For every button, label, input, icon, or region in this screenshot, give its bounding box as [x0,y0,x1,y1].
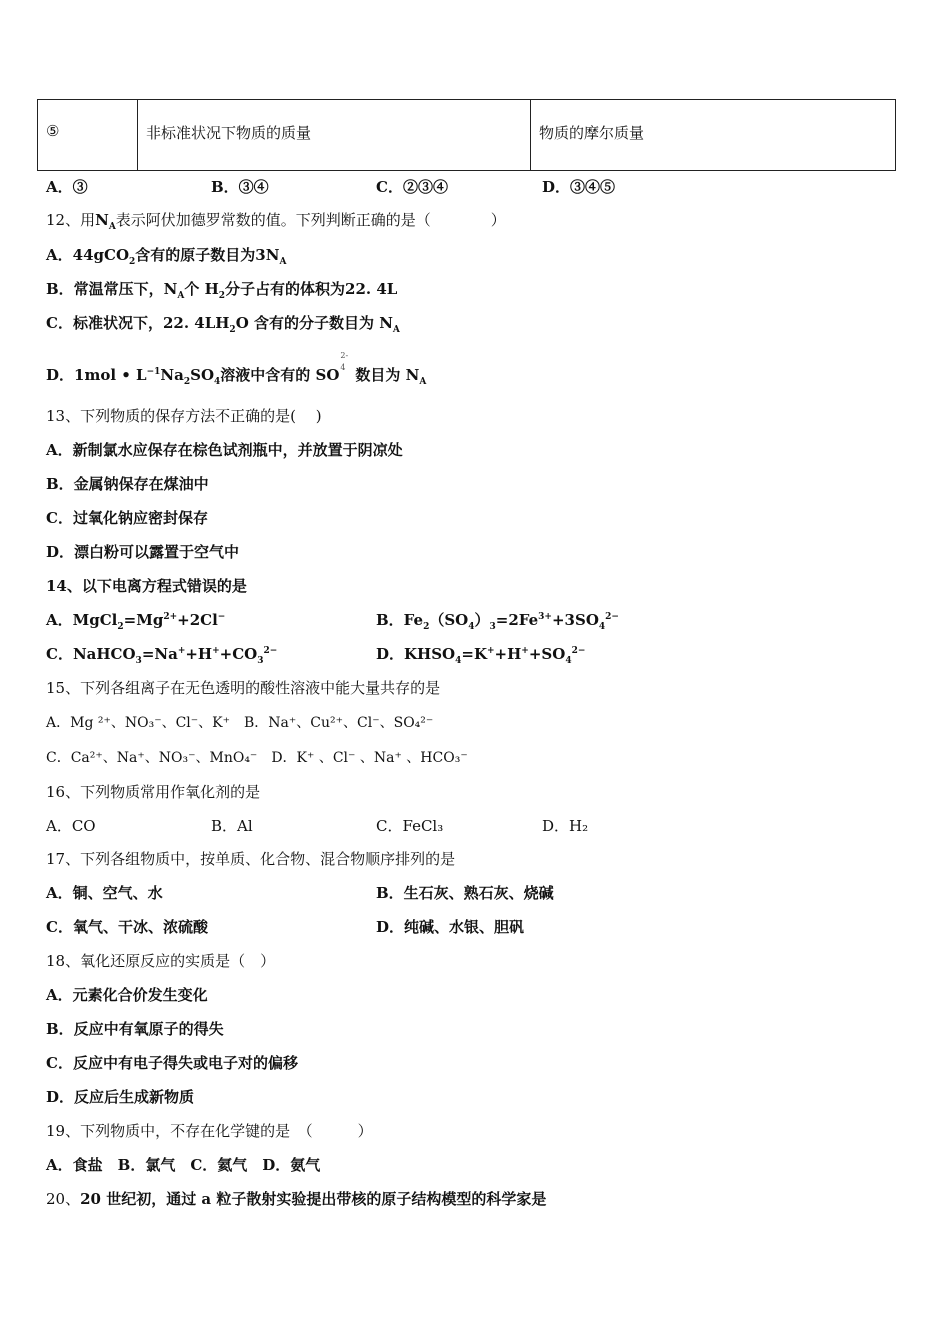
q11-option-a: A．③ [46,178,88,196]
q16-option-c: C．FeCl₃ [376,817,444,835]
q17-option-d: D．纯碱、水银、胆矾 [376,918,525,936]
q13-option-d: D．漂白粉可以露置于空气中 [46,543,240,561]
q14-option-c: C．$NaHCO_3=Na^++H^++CO_3^{2-}$ [46,645,278,666]
q13-option-b: B．金属钠保存在煤油中 [46,475,209,493]
q14-stem: 14、以下电离方程式错误的是 [46,577,247,595]
q16-option-d: D．H₂ [542,817,589,835]
q14-option-b: B．$Fe_2(SO_4)_3=2Fe^{3+}+3SO_4^{2-}$ [376,611,619,632]
q18-option-b: B．反应中有氧原子的得失 [46,1020,224,1038]
q17-stem: 17、下列各组物质中，按单质、化合物、混合物顺序排列的是 [46,850,456,868]
q18-option-d: D．反应后生成新物质 [46,1088,195,1106]
q20-stem: 20、20 世纪初，通过 a 粒子散射实验提出带核的原子结构模型的科学家是 [46,1190,547,1208]
q12-option-a: A．44gCO$_2$含有的原子数目为$3N_A$ [46,246,287,267]
q11-option-d: D．③④⑤ [542,178,616,196]
q13-stem: 13、下列物质的保存方法不正确的是( ) [46,407,322,425]
q12-option-d: D．1mol • $L^{-1}Na_2SO_4$溶液中含有的 SO 2- 4 数目为 $N_A$ [46,351,427,387]
q12-option-b: B．常温常压下，$N_A$个 $H_2$分子占有的体积为22. 4L [46,280,398,301]
q11-option-b: B．③④ [211,178,269,196]
table-cell-right: 物质的摩尔质量 [539,124,645,142]
q18-stem: 18、氧化还原反应的实质是（ ） [46,952,276,970]
q16-option-b: B．Al [211,817,253,835]
q15-options-cd: C．Ca²⁺、Na⁺、NO₃⁻、MnO₄⁻ D．K⁺ 、Cl⁻ 、Na⁺ 、HCO₃⁻ [46,750,468,766]
table-cell-number: ⑤ [38,100,138,170]
q15-options-ab: A．Mg ²⁺、NO₃⁻、Cl⁻、K⁺ B．Na⁺、Cu²⁺、Cl⁻、SO₄²⁻ [46,715,434,731]
q17-option-c: C．氧气、干冰、浓硫酸 [46,918,208,936]
q11-option-c: C．②③④ [376,178,448,196]
q12-option-c: C．标准状况下，22. $4LH_2O$ 含有的分子数目为 $N_A$ [46,314,400,335]
q18-option-a: A．元素化合价发生变化 [46,986,208,1004]
q14-option-a: A．$MgCl_2=Mg^{2+}+2Cl^-$ [46,611,226,632]
answer-table-row [37,99,896,171]
q17-option-a: A．铜、空气、水 [46,884,163,902]
q19-options: A．食盐 B．氯气 C．氦气 D．氨气 [46,1156,321,1174]
q16-stem: 16、下列物质常用作氧化剂的是 [46,783,261,801]
q19-stem: 19、下列物质中，不存在化学键的是 （ ） [46,1122,373,1140]
q13-option-c: C．过氧化钠应密封保存 [46,509,208,527]
q14-option-d: D．$KHSO_4=K^++H^++SO_4^{2-}$ [376,645,586,666]
q12-stem: 12、用$N_A$表示阿伏加德罗常数的值。下列判断正确的是（ ） [46,211,506,232]
q13-option-a: A．新制氯水应保存在棕色试剂瓶中，并放置于阴凉处 [46,441,403,459]
q17-option-b: B．生石灰、熟石灰、烧碱 [376,884,554,902]
q15-stem: 15、下列各组离子在无色透明的酸性溶液中能大量共存的是 [46,679,441,697]
q18-option-c: C．反应中有电子得失或电子对的偏移 [46,1054,298,1072]
q16-option-a: A．CO [46,817,96,835]
table-cell-left: 非标准状况下物质的质量 [138,100,531,170]
sulfate-charge-fraction: 2- 4 [340,351,349,372]
